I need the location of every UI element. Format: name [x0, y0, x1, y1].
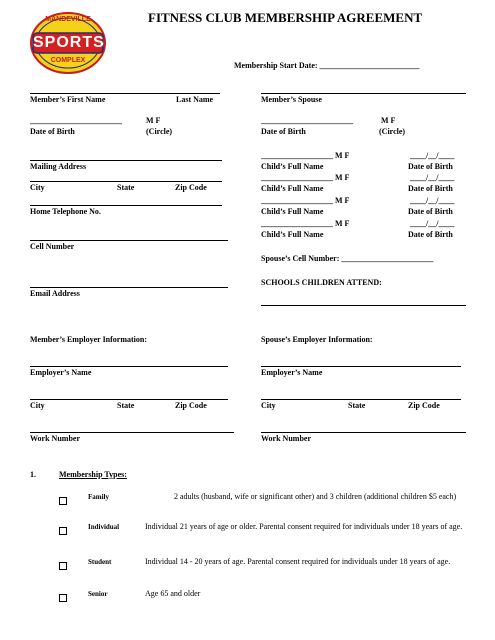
- dob-blank[interactable]: _______________________: [30, 116, 122, 125]
- child-name-label: Child’s Full Name: [261, 162, 324, 171]
- member-employer-city-line[interactable]: [30, 399, 228, 400]
- child-name-label: Child’s Full Name: [261, 207, 324, 216]
- circle-label: (Circle): [146, 127, 173, 136]
- gender-mf[interactable]: M F: [146, 116, 161, 125]
- dob-label: Date of Birth: [30, 127, 75, 136]
- email-label: Email Address: [30, 289, 80, 298]
- logo-main-text: SPORTS: [33, 34, 105, 51]
- child-row-4-blank[interactable]: __________________ M F: [261, 219, 350, 228]
- family-checkbox[interactable]: [59, 492, 67, 510]
- city-label: City: [30, 183, 45, 192]
- email-line[interactable]: [30, 287, 228, 288]
- spouse-dob-label: Date of Birth: [261, 127, 306, 136]
- senior-checkbox[interactable]: [59, 589, 67, 607]
- child-row-3-blank[interactable]: __________________ M F: [261, 196, 350, 205]
- mailing-line[interactable]: [30, 160, 222, 161]
- child-row-4-date[interactable]: ____/__/____: [410, 219, 455, 228]
- checkbox-icon: [59, 562, 67, 570]
- child-row-1-blank[interactable]: __________________ M F: [261, 151, 350, 160]
- individual-description: Individual 21 years of age or older. Parental consent required for individuals under 18 years of age.: [145, 522, 463, 531]
- child-row-1-date[interactable]: ____/__/____: [410, 151, 455, 160]
- membership-types-heading: Membership Types:: [59, 470, 127, 479]
- spouse-line[interactable]: [261, 93, 466, 94]
- first-name-line[interactable]: [30, 93, 220, 94]
- spouse-label: Member’s Spouse: [261, 95, 322, 104]
- last-name-label: Last Name: [176, 95, 214, 104]
- checkbox-icon: [59, 497, 67, 505]
- spouse-work-number-line[interactable]: [261, 432, 466, 433]
- spouse-cell-field[interactable]: Spouse’s Cell Number: _______________________: [261, 254, 434, 263]
- member-work-number: Work Number: [30, 434, 80, 443]
- schools-label: SCHOOLS CHILDREN ATTEND:: [261, 278, 382, 287]
- member-employer-name-label: Employer’s Name: [30, 368, 92, 377]
- home-phone-line[interactable]: [30, 205, 222, 206]
- family-label: Family: [88, 493, 109, 501]
- page-title: FITNESS CLUB MEMBERSHIP AGREEMENT: [148, 10, 423, 25]
- individual-checkbox[interactable]: [59, 522, 67, 540]
- spouse-circle-label: (Circle): [379, 127, 406, 136]
- logo-bottom-text: COMPLEX: [50, 57, 86, 64]
- child-name-label: Child’s Full Name: [261, 230, 324, 239]
- child-name-label: Child’s Full Name: [261, 184, 324, 193]
- cell-label: Cell Number: [30, 242, 75, 251]
- child-dob-label: Date of Birth: [408, 230, 453, 239]
- member-employer-heading: Member’s Employer Information:: [30, 335, 148, 344]
- spouse-employer-city: City: [261, 401, 276, 410]
- spouse-employer-zip: Zip Code: [408, 401, 440, 410]
- senior-description: Age 65 and older: [145, 589, 201, 598]
- individual-label: Individual: [88, 523, 120, 531]
- child-dob-label: Date of Birth: [408, 207, 453, 216]
- checkbox-icon: [59, 527, 67, 535]
- student-description: Individual 14 - 20 years of age. Parental consent required for individuals under 18 years of age.: [145, 557, 451, 566]
- child-row-3-date[interactable]: ____/__/____: [410, 196, 455, 205]
- child-dob-label: Date of Birth: [408, 184, 453, 193]
- spouse-gender-mf[interactable]: M F: [381, 116, 396, 125]
- member-employer-line[interactable]: [30, 366, 228, 367]
- child-dob-label: Date of Birth: [408, 162, 453, 171]
- logo-top-text: MANDEVILLE: [45, 16, 91, 23]
- home-phone-label: Home Telephone No.: [30, 207, 101, 216]
- spouse-employer-city-line[interactable]: [261, 399, 461, 400]
- member-work-number-line[interactable]: [30, 432, 234, 433]
- family-description: 2 adults (husband, wife or significant other) and 3 children (additional children $5 each): [174, 492, 457, 501]
- member-employer-zip: Zip Code: [175, 401, 207, 410]
- zip-label: Zip Code: [175, 183, 207, 192]
- spouse-employer-state: State: [348, 401, 366, 410]
- first-name-label: Member’s First Name: [30, 95, 106, 104]
- state-label: State: [117, 183, 135, 192]
- student-checkbox[interactable]: [59, 557, 67, 575]
- senior-label: Senior: [88, 590, 108, 598]
- spouse-employer-name-label: Employer’s Name: [261, 368, 323, 377]
- section-number: 1.: [30, 470, 36, 479]
- member-employer-city: City: [30, 401, 45, 410]
- cell-line[interactable]: [30, 240, 228, 241]
- spouse-dob-blank[interactable]: _______________________: [261, 116, 353, 125]
- spouse-employer-line[interactable]: [261, 366, 461, 367]
- child-row-2-date[interactable]: ____/__/____: [410, 173, 455, 182]
- membership-start-date[interactable]: Membership Start Date: _________________________: [234, 61, 420, 70]
- schools-line[interactable]: [261, 305, 466, 306]
- spouse-employer-heading: Spouse’s Employer Information:: [261, 335, 373, 344]
- student-label: Student: [88, 558, 112, 566]
- child-row-2-blank[interactable]: __________________ M F: [261, 173, 350, 182]
- checkbox-icon: [59, 594, 67, 602]
- member-employer-state: State: [117, 401, 135, 410]
- sports-complex-logo: [30, 12, 106, 74]
- mailing-label: Mailing Address: [30, 162, 87, 171]
- spouse-work-number: Work Number: [261, 434, 311, 443]
- city-line[interactable]: [30, 181, 222, 182]
